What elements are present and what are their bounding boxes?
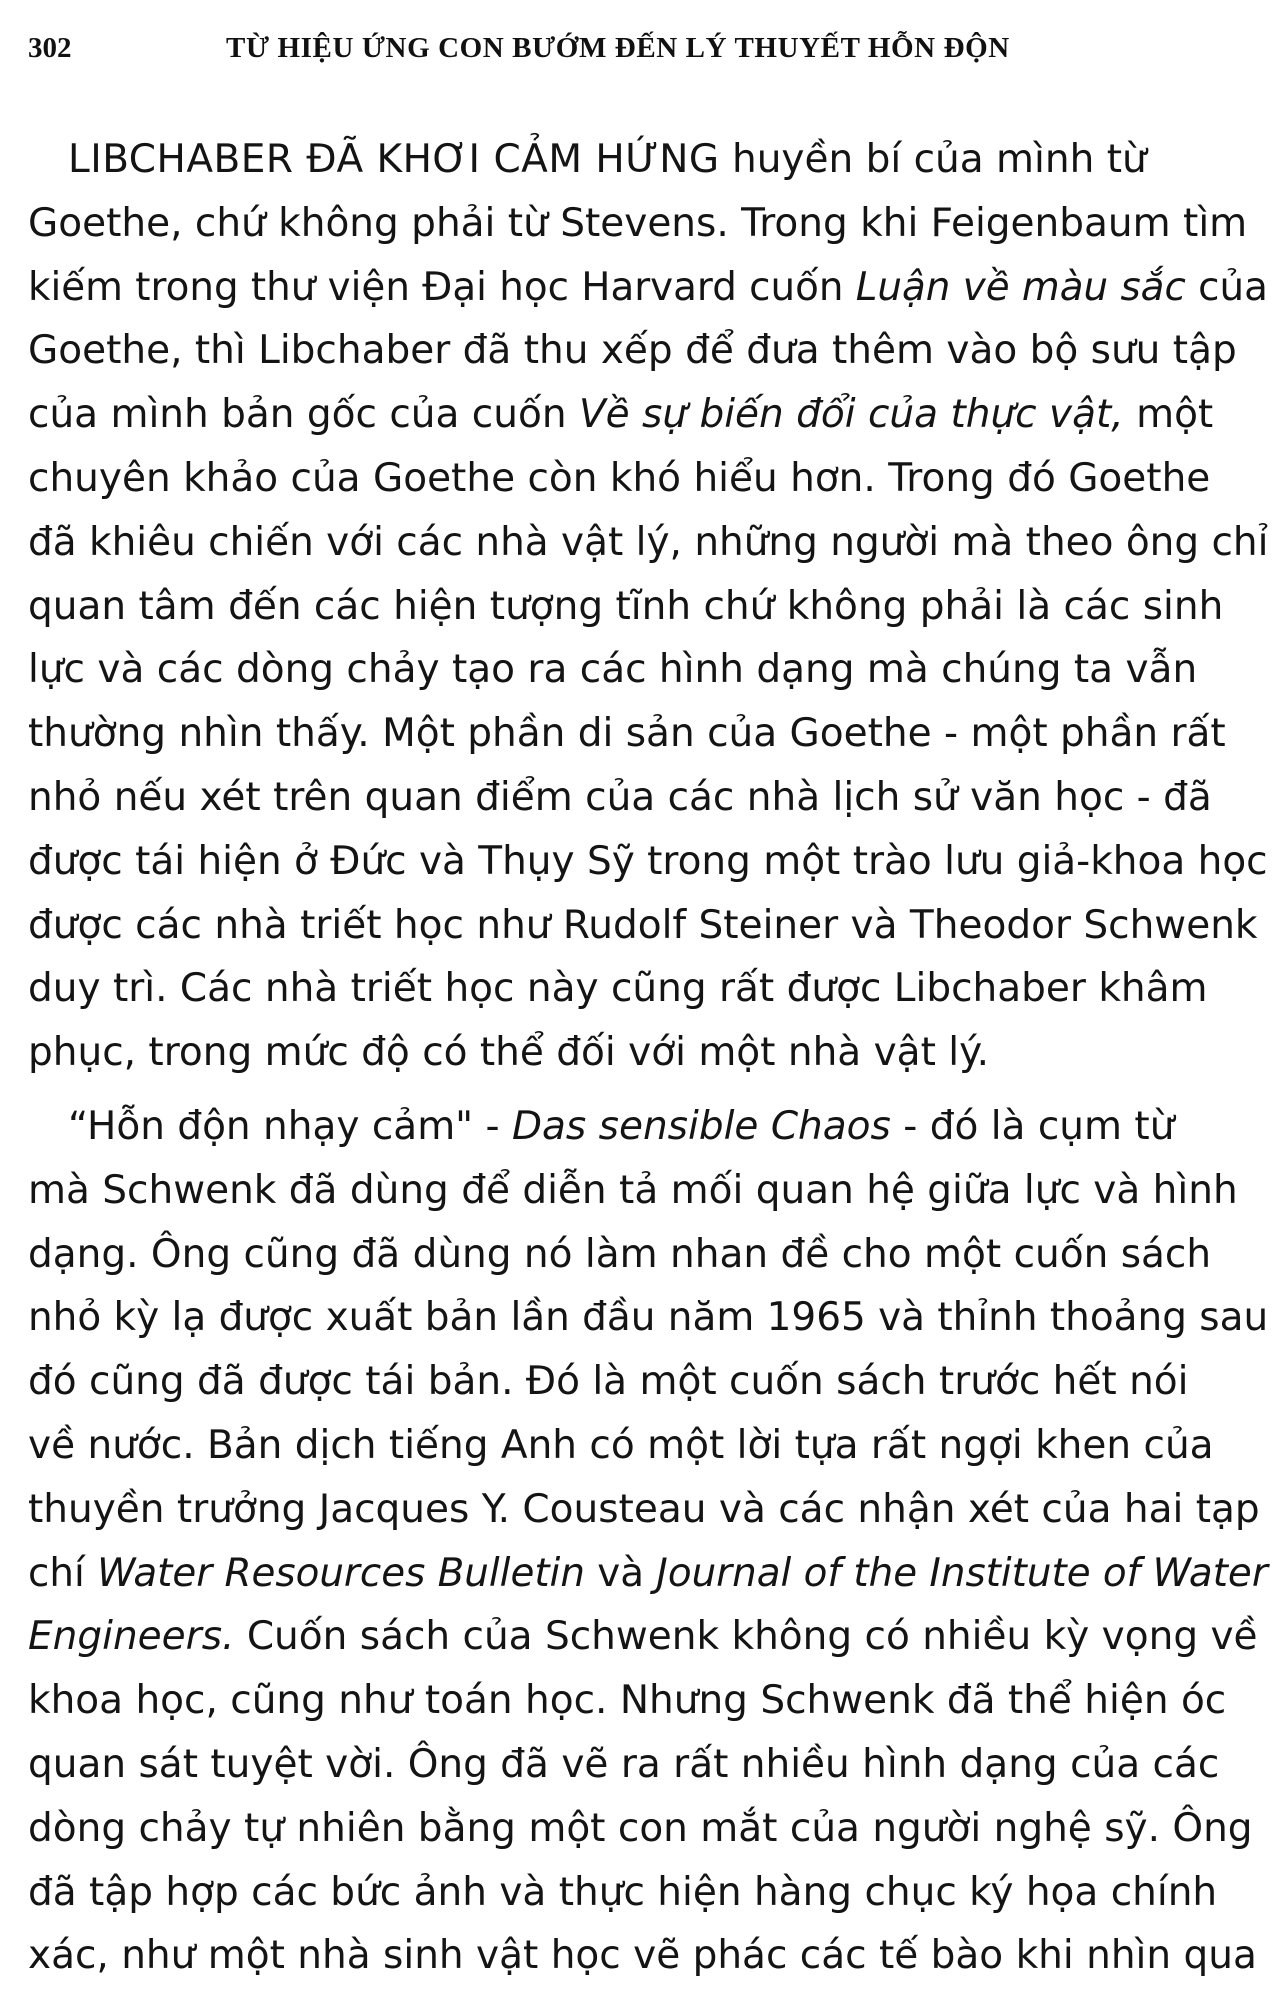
paragraph-1 — [28, 128, 1268, 1085]
text-line: xác, như một nhà sinh vật học vẽ phác các tế bào khi nhìn qua — [28, 1933, 1257, 1979]
text-line: mà Schwenk đã dùng để diễn tả mối quan hệ giữa lực và hình — [28, 1167, 1238, 1213]
text-line — [28, 1095, 1268, 1159]
text-line: đó cũng đã được tái bản. Đó là một cuốn sách trước hết nói — [28, 1359, 1189, 1405]
chapter-title: TỪ HIỆU ỨNG CON BƯỚM ĐẾN LÝ THUYẾT HỖN ĐỘN — [226, 32, 1010, 64]
text-line: duy trì. Các nhà triết học này cũng rất được Libchaber khâm — [28, 966, 1208, 1012]
text-line: được các nhà triết học như Rudolf Steiner và Theodor Schwenk — [28, 902, 1258, 948]
text-line — [28, 256, 1268, 320]
text-line: lực và các dòng chảy tạo ra các hình dạng mà chúng ta vẫn — [28, 647, 1198, 693]
text-line: Goethe, thì Libchaber đã thu xếp để đưa thêm vào bộ sưu tập — [28, 328, 1237, 374]
text-line — [28, 1542, 1268, 1606]
text-run: và — [584, 1550, 657, 1596]
text-line — [28, 383, 1268, 447]
journal-title: Water Resources Bulletin — [97, 1550, 585, 1596]
paragraph-2 — [28, 1095, 1268, 1988]
text-line: được tái hiện ở Đức và Thụy Sỹ trong một trào lưu giả-khoa học — [28, 838, 1268, 884]
text-line: phục, trong mức độ có thể đối với một nhà vật lý. — [28, 1030, 990, 1076]
text-line — [28, 128, 1268, 192]
body-text — [28, 128, 1268, 1988]
text-run: một — [1123, 392, 1214, 438]
book-title: Das sensible Chaos — [512, 1103, 891, 1149]
text-line: nhỏ kỳ lạ được xuất bản lần đầu năm 1965 và thỉnh thoảng sau — [28, 1295, 1269, 1341]
text-line: nhỏ nếu xét trên quan điểm của các nhà lịch sử văn học - đã — [28, 774, 1212, 820]
book-title: Về sự biến đổi của thực vật, — [578, 392, 1124, 438]
text-run: chí — [28, 1550, 98, 1596]
page-number: 302 — [28, 32, 72, 64]
text-line: chuyên khảo của Goethe còn khó hiểu hơn. Trong đó Goethe — [28, 455, 1211, 501]
text-run: của — [1185, 264, 1268, 310]
text-run: “Hỗn độn nhạy cảm" - — [68, 1103, 512, 1149]
text-line: đã tập hợp các bức ảnh và thực hiện hàng chục ký họa chính — [28, 1869, 1218, 1915]
paragraph-gap — [28, 1085, 1268, 1095]
book-title: Luận về màu sắc — [855, 264, 1186, 310]
text-line: Goethe, chứ không phải từ Stevens. Trong khi Feigenbaum tìm — [28, 200, 1248, 246]
text-run: huyền bí của mình từ — [719, 137, 1147, 182]
journal-title: Journal of the Institute of Water — [656, 1550, 1268, 1596]
text-line: quan tâm đến các hiện tượng tĩnh chứ không phải là các sinh — [28, 583, 1224, 629]
small-caps-lead-in: LIBCHABER ĐÃ KHƠI CẢM HỨNG — [68, 137, 720, 182]
text-run: Cuốn sách của Schwenk không có nhiều kỳ vọng về — [234, 1614, 1258, 1660]
text-line: đã khiêu chiến với các nhà vật lý, những người mà theo ông chỉ — [28, 519, 1269, 565]
text-run: kiếm trong thư viện Đại học Harvard cuốn — [28, 264, 856, 310]
text-line: thường nhìn thấy. Một phần di sản của Goethe - một phần rất — [28, 711, 1226, 757]
text-line: khoa học, cũng như toán học. Nhưng Schwenk đã thể hiện óc — [28, 1678, 1227, 1724]
text-run: - đó là cụm từ — [890, 1103, 1175, 1149]
running-header — [28, 28, 1110, 68]
text-line: thuyền trưởng Jacques Y. Cousteau và các nhận xét của hai tạp — [28, 1486, 1260, 1532]
journal-title: Engineers. — [28, 1614, 235, 1660]
text-run: của mình bản gốc của cuốn — [28, 392, 579, 438]
text-line: dòng chảy tự nhiên bằng một con mắt của người nghệ sỹ. Ông — [28, 1805, 1253, 1851]
text-line: về nước. Bản dịch tiếng Anh có một lời tựa rất ngợi khen của — [28, 1422, 1214, 1468]
text-line — [28, 1605, 1268, 1669]
text-line: quan sát tuyệt vời. Ông đã vẽ ra rất nhiều hình dạng của các — [28, 1741, 1220, 1787]
text-line: dạng. Ông cũng đã dùng nó làm nhan đề cho một cuốn sách — [28, 1231, 1212, 1277]
